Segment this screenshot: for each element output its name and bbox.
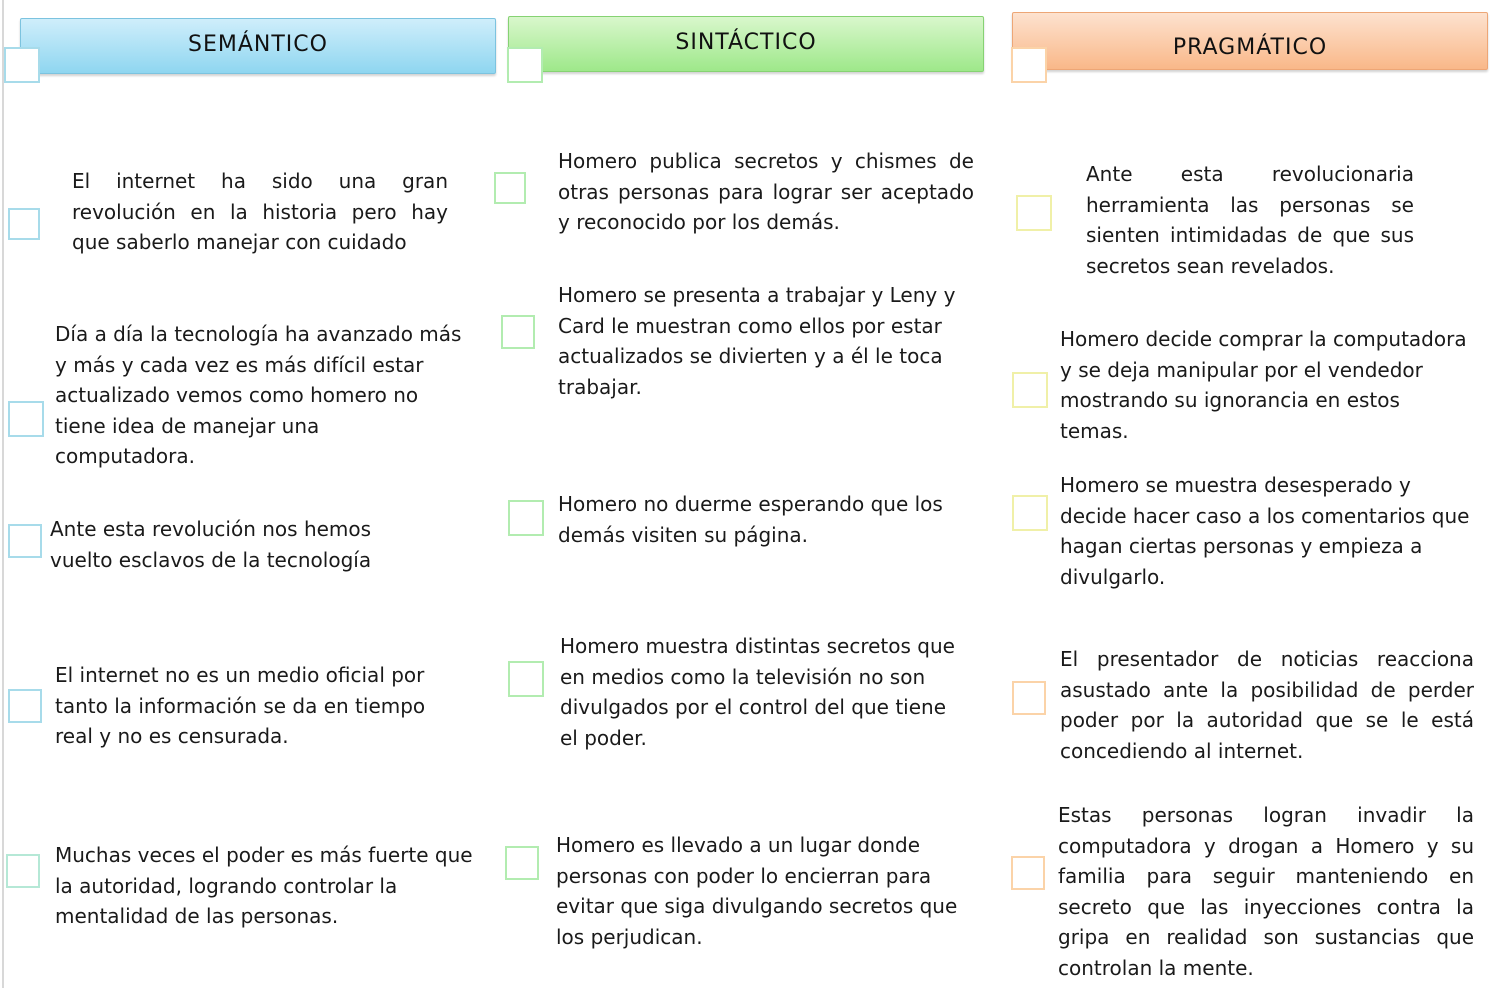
sintactico-item-5: Homero es llevado a un lugar donde personas con poder lo encierran para evitar que siga divulgando secretos que los perjudican.: [556, 833, 958, 949]
pragmatico-item-1: Ante esta revolucionaria herramienta las personas se sienten intimidadas de que sus secretos sean revelados.: [1086, 162, 1414, 278]
semantico-checkbox-4[interactable]: [8, 689, 42, 723]
pragmatico-checkbox-2[interactable]: [1012, 372, 1048, 408]
pragmatico-checkbox-3[interactable]: [1012, 495, 1048, 531]
sintactico-checkbox-5[interactable]: [505, 846, 539, 880]
sintactico-item-2: Homero se presenta a trabajar y Leny y Card le muestran como ellos por estar actualizados se divierten y a él le toca trabajar.: [558, 283, 956, 399]
semantico-checkbox-1[interactable]: [8, 208, 40, 240]
sintactico-item-4: Homero muestra distintas secretos que en medios como la televisión no son divulgados por el control del que tiene el poder.: [560, 634, 955, 750]
sintactico-item-3: Homero no duerme esperando que los demás visiten su página.: [558, 492, 943, 547]
semantico-checkbox-3[interactable]: [8, 524, 42, 558]
header-semantico-checkbox[interactable]: [4, 47, 40, 83]
sintactico-checkbox-3[interactable]: [508, 500, 544, 536]
semantico-item-5: Muchas veces el poder es más fuerte que la autoridad, logrando controlar la mentalidad de las personas.: [55, 843, 473, 928]
pragmatico-checkbox-4[interactable]: [1012, 681, 1046, 715]
header-semantico: [20, 18, 496, 74]
pragmatico-item-3: Homero se muestra desesperado y decide hacer caso a los comentarios que hagan ciertas personas y empieza a divulgarlo.: [1060, 473, 1470, 589]
pragmatico-item-2: Homero decide comprar la computadora y se deja manipular por el vendedor mostrando su ignorancia en estos temas.: [1060, 327, 1467, 443]
sintactico-checkbox-2[interactable]: [501, 315, 535, 349]
header-sintactico: [508, 16, 984, 72]
pragmatico-item-5: Estas personas logran invadir la computadora y drogan a Homero y su familia para seguir manteniendo en secreto que las inyecciones contra la gripa en realidad son sustancias que controlan la mente.: [1058, 803, 1474, 980]
header-pragmatico-label: PRAGMÁTICO: [1172, 34, 1328, 60]
semantico-item-4: El internet no es un medio oficial por tanto la información se da en tiempo real y no es censurada.: [55, 663, 426, 748]
pragmatico-checkbox-5[interactable]: [1011, 856, 1045, 890]
header-semantico-label: SEMÁNTICO: [188, 31, 328, 57]
semantico-item-1: El internet ha sido una gran revolución en la historia pero hay que saberlo manejar con cuidado: [72, 169, 448, 254]
sintactico-item-1: Homero publica secretos y chismes de otras personas para lograr ser aceptado y reconocido por los demás.: [558, 149, 974, 234]
semantico-checkbox-5[interactable]: [6, 854, 40, 888]
pragmatico-checkbox-1[interactable]: [1016, 195, 1052, 231]
semantico-checkbox-2[interactable]: [8, 401, 44, 437]
sintactico-checkbox-1[interactable]: [494, 172, 526, 204]
header-sintactico-label: SINTÁCTICO: [675, 29, 817, 55]
pragmatico-item-4: El presentador de noticias reacciona asustado ante la posibilidad de perder poder por la autoridad que se le está concediendo al internet.: [1060, 647, 1474, 763]
sintactico-checkbox-4[interactable]: [508, 661, 544, 697]
header-sintactico-checkbox[interactable]: [507, 47, 543, 83]
semantico-item-3: Ante esta revolución nos hemos vuelto esclavos de la tecnología: [50, 517, 372, 572]
header-pragmatico-checkbox[interactable]: [1011, 47, 1047, 83]
page-left-border: [2, 0, 4, 988]
semantico-item-2: Día a día la tecnología ha avanzado más y más y cada vez es más difícil estar actualizado vemos como homero no tiene idea de manejar una computadora.: [55, 322, 462, 468]
header-pragmatico: [1012, 12, 1488, 70]
